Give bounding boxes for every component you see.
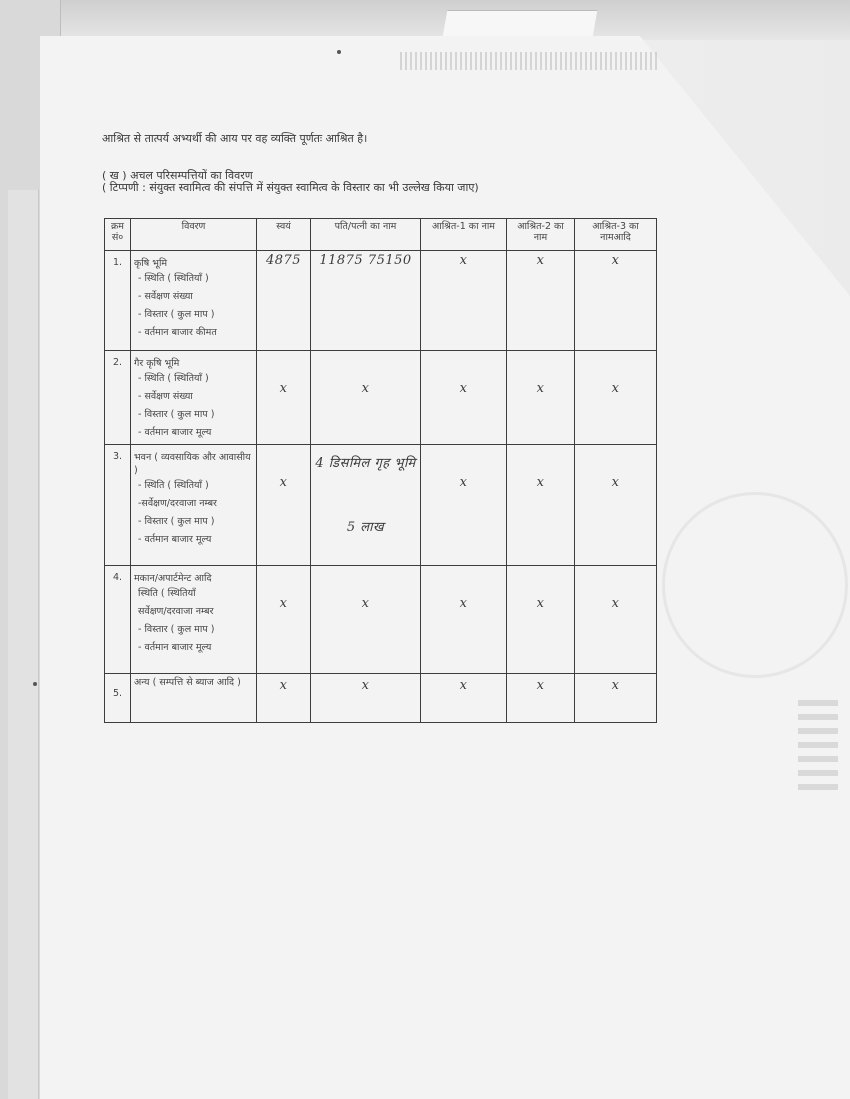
handwritten-entry: x bbox=[611, 253, 620, 268]
dependent-3-value bbox=[575, 351, 657, 445]
handwritten-entry: x bbox=[536, 678, 545, 693]
row-subitem: सर्वेक्षण/दरवाजा नम्बर bbox=[138, 606, 214, 617]
table-row bbox=[105, 674, 657, 723]
paper-fold-tab bbox=[443, 10, 598, 37]
row-title: भवन ( व्यवसायिक और आवासीय ) bbox=[134, 452, 251, 476]
row-title: अन्य ( सम्पत्ति से ब्याज आदि ) bbox=[134, 677, 241, 688]
dependent-1-value bbox=[421, 674, 507, 723]
header-dependent-3: आश्रित-3 का नामआदि bbox=[575, 219, 657, 251]
handwritten-entry: x bbox=[536, 381, 545, 396]
row-subitem: -सर्वेक्षण/दरवाजा नम्बर bbox=[138, 498, 217, 509]
scan-speck bbox=[337, 50, 341, 54]
row-subitem: - स्थिति ( स्थितियाँ ) bbox=[138, 373, 209, 384]
row-subitem: - विस्तार ( कुल माप ) bbox=[138, 309, 215, 320]
row-title: कृषि भूमि bbox=[134, 258, 168, 269]
header-serial: क्रम सं० bbox=[105, 219, 131, 251]
dependent-2-value bbox=[507, 445, 575, 566]
row-description bbox=[131, 351, 257, 445]
table-row bbox=[105, 351, 657, 445]
handwritten-entry: x bbox=[361, 678, 370, 693]
handwritten-entry: 4875 bbox=[265, 253, 302, 268]
row-description bbox=[131, 445, 257, 566]
dependent-1-value bbox=[421, 566, 507, 674]
row-subitem: - सर्वेक्षण संख्या bbox=[138, 391, 193, 402]
header-description: विवरण bbox=[131, 219, 257, 251]
spouse-value bbox=[311, 674, 421, 723]
underlying-sheet-edge-2 bbox=[8, 190, 39, 1099]
row-description bbox=[131, 251, 257, 351]
row-description bbox=[131, 674, 257, 723]
handwritten-entry: 5 लाख bbox=[346, 520, 385, 535]
handwritten-entry: x bbox=[459, 253, 468, 268]
row-title: मकान/अपार्टमेन्ट आदि bbox=[134, 573, 212, 584]
dependent-3-value bbox=[575, 445, 657, 566]
header-dependent-1: आश्रित-1 का नाम bbox=[421, 219, 507, 251]
handwritten-entry: x bbox=[279, 381, 288, 396]
row-subitem: - सर्वेक्षण संख्या bbox=[138, 291, 193, 302]
header-dependent-2: आश्रित-2 का नाम bbox=[507, 219, 575, 251]
section-heading: ( ख ) अचल परिसम्पत्तियों का विवरण bbox=[102, 169, 253, 182]
scan-speck bbox=[33, 682, 37, 686]
spouse-value bbox=[311, 351, 421, 445]
handwritten-entry: x bbox=[361, 381, 370, 396]
dependent-3-value bbox=[575, 566, 657, 674]
handwritten-entry: x bbox=[361, 596, 370, 611]
row-description bbox=[131, 566, 257, 674]
row-subitem: - वर्तमान बाजार मूल्य bbox=[138, 427, 212, 438]
handwritten-entry: x bbox=[611, 596, 620, 611]
row-serial: 5. bbox=[105, 674, 131, 723]
row-subitem: - विस्तार ( कुल माप ) bbox=[138, 624, 215, 635]
self-value bbox=[257, 445, 311, 566]
dependent-1-value bbox=[421, 445, 507, 566]
dependent-2-value bbox=[507, 674, 575, 723]
handwritten-entry: x bbox=[459, 381, 468, 396]
row-subitem: - विस्तार ( कुल माप ) bbox=[138, 409, 215, 420]
spouse-value bbox=[311, 251, 421, 351]
table-header-row bbox=[105, 219, 657, 251]
dependent-2-value bbox=[507, 251, 575, 351]
scan-noise bbox=[400, 52, 660, 70]
handwritten-entry: x bbox=[459, 678, 468, 693]
row-serial: 2. bbox=[105, 351, 131, 445]
row-subitem: - वर्तमान बाजार मूल्य bbox=[138, 642, 212, 653]
handwritten-entry: x bbox=[279, 596, 288, 611]
row-subitem: स्थिति ( स्थितियाँ bbox=[138, 588, 196, 599]
handwritten-entry: x bbox=[611, 475, 620, 490]
handwritten-entry: 11875 75150 bbox=[319, 253, 412, 268]
self-value bbox=[257, 251, 311, 351]
self-value bbox=[257, 674, 311, 723]
row-subitem: - स्थिति ( स्थितियाँ ) bbox=[138, 273, 209, 284]
row-subitem: - वर्तमान बाजार मूल्य bbox=[138, 534, 212, 545]
handwritten-entry: x bbox=[611, 678, 620, 693]
row-subitem: - विस्तार ( कुल माप ) bbox=[138, 516, 215, 527]
handwritten-entry: x bbox=[611, 381, 620, 396]
intro-text: आश्रित से तात्पर्य अभ्यर्थी की आय पर वह व्यक्ति पूर्णतः आश्रित है। bbox=[102, 132, 368, 145]
row-serial: 3. bbox=[105, 445, 131, 566]
row-serial: 4. bbox=[105, 566, 131, 674]
dependent-3-value bbox=[575, 674, 657, 723]
handwritten-entry: x bbox=[279, 475, 288, 490]
row-serial: 1. bbox=[105, 251, 131, 351]
self-value bbox=[257, 351, 311, 445]
handwritten-entry: x bbox=[536, 475, 545, 490]
faded-side-text bbox=[798, 700, 838, 790]
dependent-1-value bbox=[421, 251, 507, 351]
scanner-top-shadow bbox=[0, 0, 850, 40]
header-self: स्वयं bbox=[257, 219, 311, 251]
row-title: गैर कृषि भूमि bbox=[134, 358, 180, 369]
row-subitem: - स्थिति ( स्थितियाँ ) bbox=[138, 480, 209, 491]
self-value bbox=[257, 566, 311, 674]
dependent-1-value bbox=[421, 351, 507, 445]
faded-stamp bbox=[662, 492, 848, 678]
spouse-value bbox=[311, 566, 421, 674]
handwritten-entry: 4 डिसमिल गृह भूमि bbox=[315, 456, 416, 471]
header-spouse: पति/पत्नी का नाम bbox=[311, 219, 421, 251]
dependent-3-value bbox=[575, 251, 657, 351]
handwritten-entry: x bbox=[459, 596, 468, 611]
handwritten-entry: x bbox=[536, 253, 545, 268]
row-subitem: - वर्तमान बाजार कीमत bbox=[138, 327, 217, 338]
note-text: ( टिप्पणी : संयुक्त स्वामित्व की संपत्ति में संयुक्त स्वामित्व के विस्तार का भी उल्लेख किया जाए) bbox=[102, 181, 479, 194]
spouse-value bbox=[311, 445, 421, 566]
handwritten-entry: x bbox=[459, 475, 468, 490]
immovable-assets-table bbox=[104, 218, 657, 723]
handwritten-entry: x bbox=[536, 596, 545, 611]
dependent-2-value bbox=[507, 566, 575, 674]
table-row bbox=[105, 445, 657, 566]
handwritten-entry: x bbox=[279, 678, 288, 693]
table-row bbox=[105, 251, 657, 351]
table-row bbox=[105, 566, 657, 674]
dependent-2-value bbox=[507, 351, 575, 445]
